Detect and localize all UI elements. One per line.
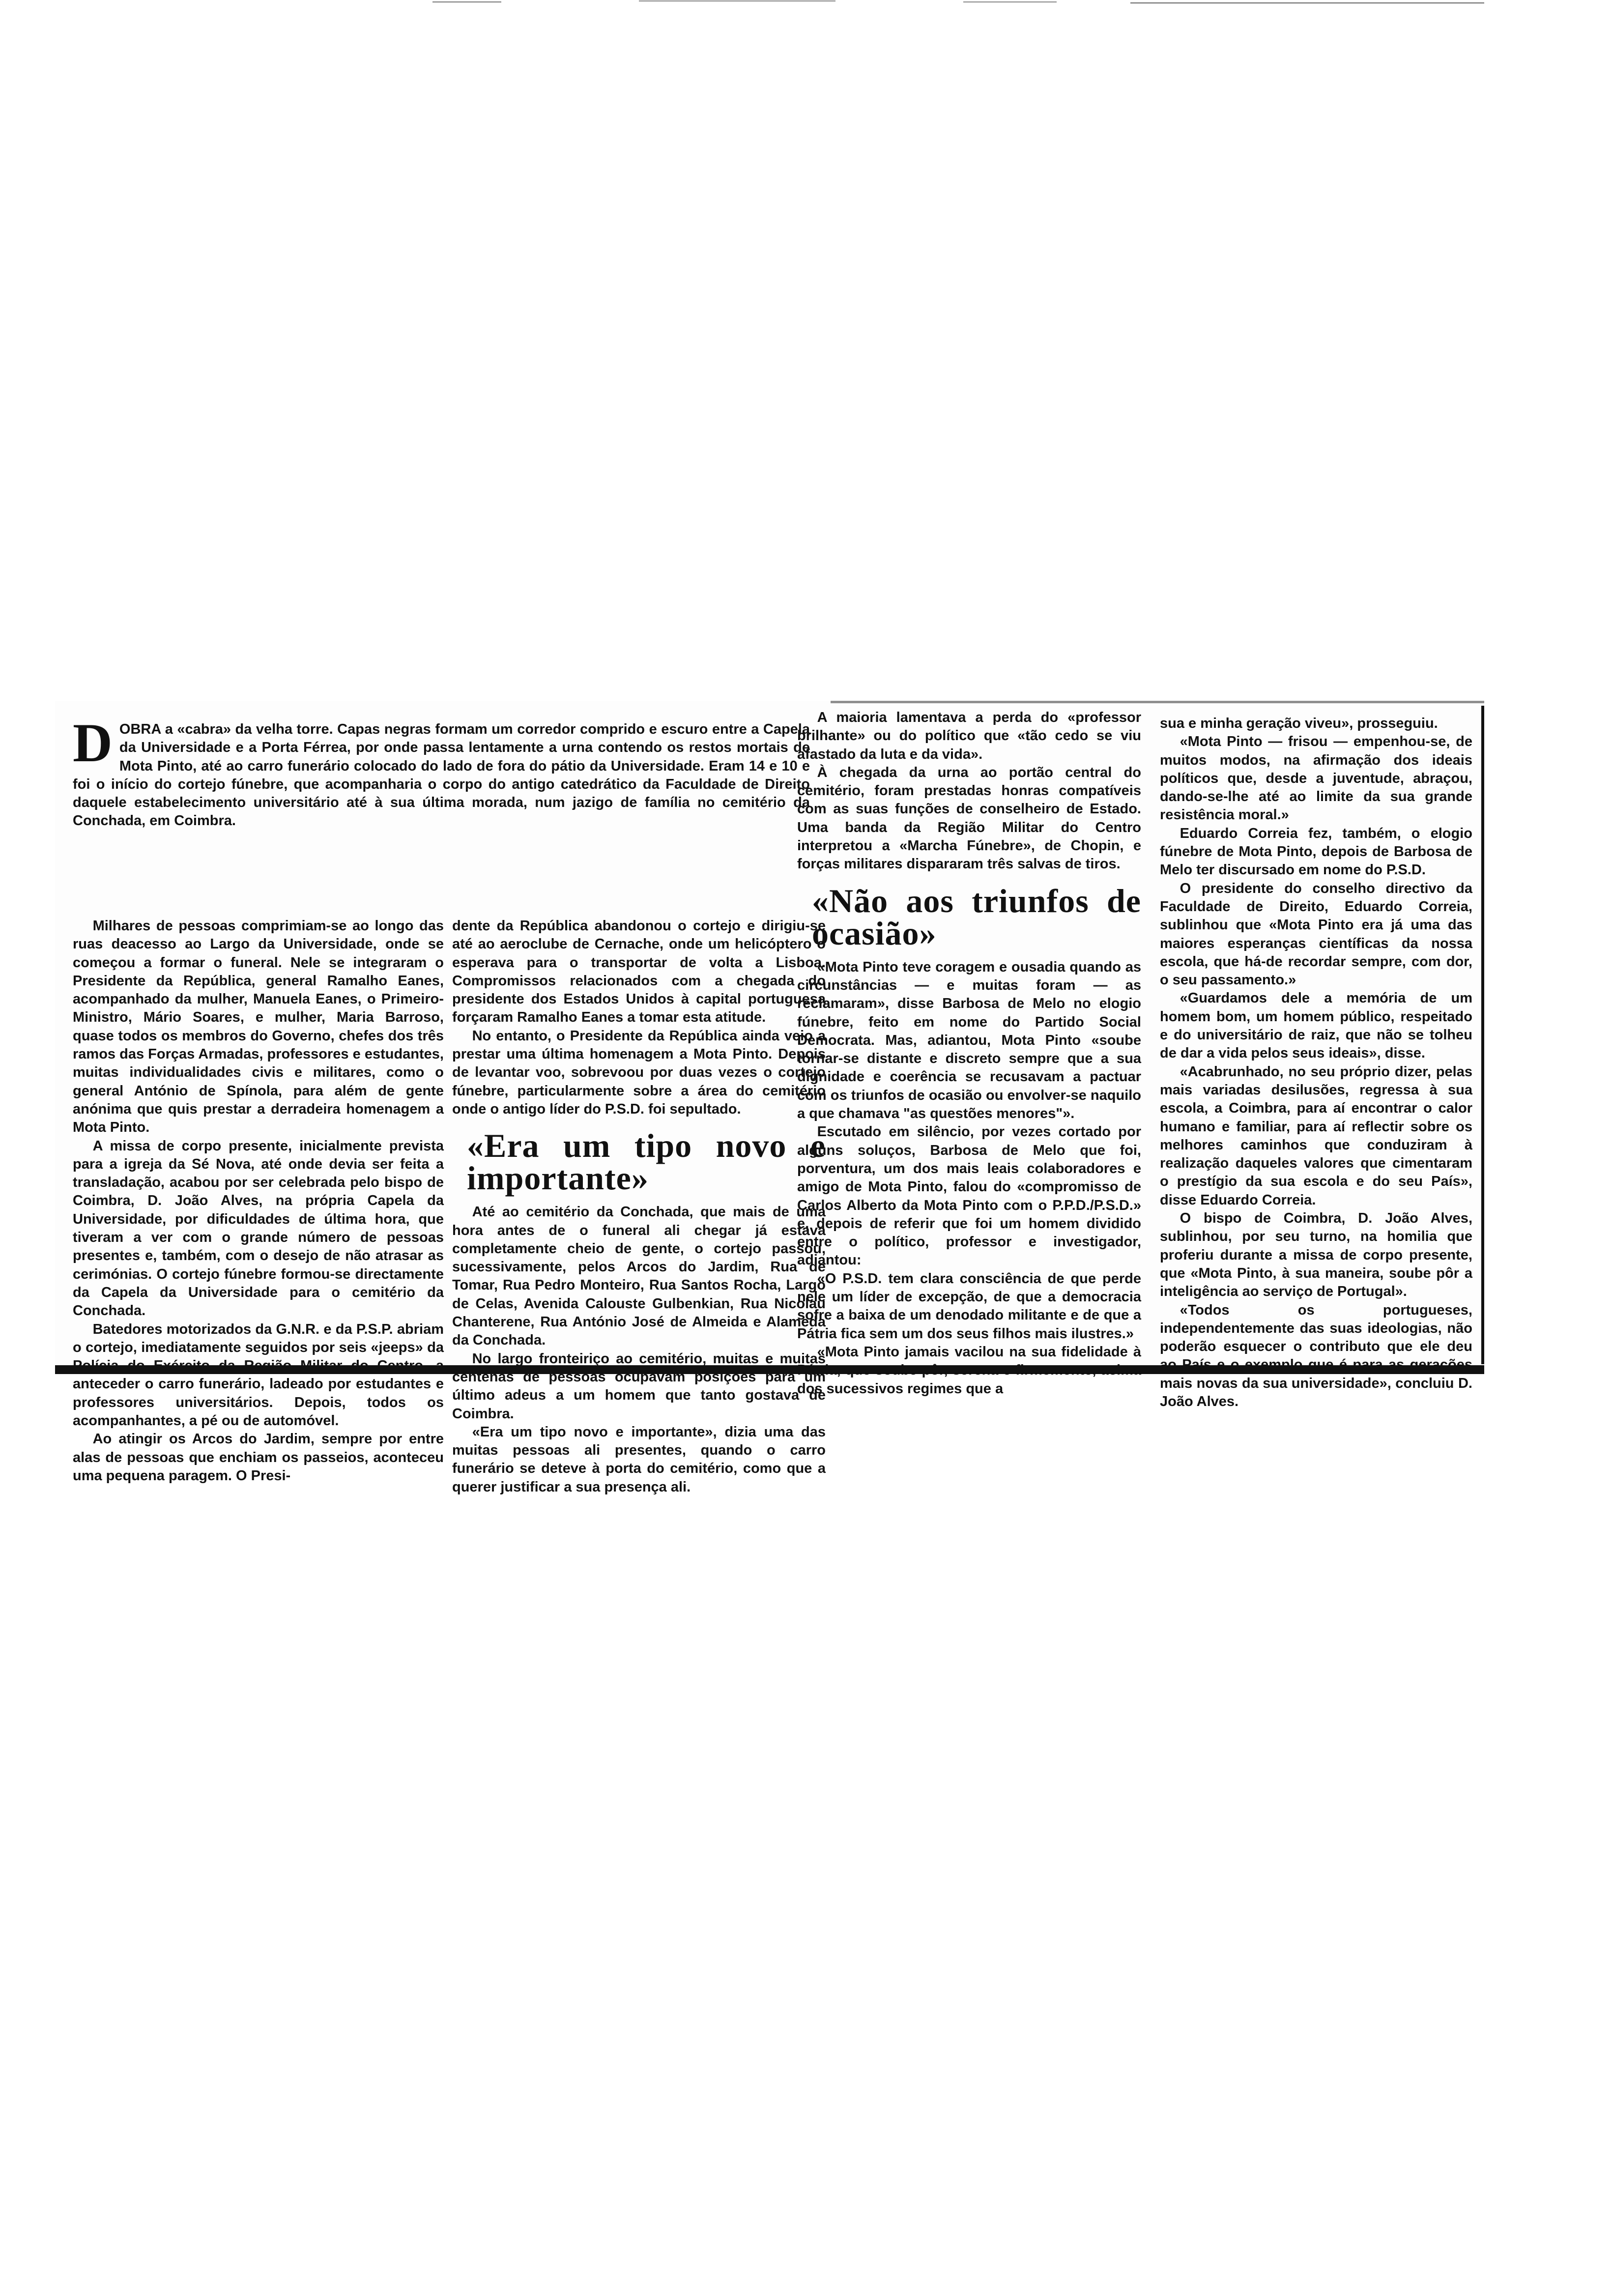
scan-top-marks: [0, 0, 1612, 20]
paragraph: «O P.S.D. tem clara consciência de que perde nele um líder de excepção, de que a democracia sofre a baixa de um denodado militante e de que a Pátria fica sem um dos seus filhos mais ilustres.»: [797, 1270, 1141, 1342]
paragraph: dente da República abandonou o cortejo e dirigiu-se até ao aeroclube de Cernache, onde um helicóptero o esperava para o transportar de volta a Lisboa. Compromissos relacionados com a chegada do presidente dos Estados Unidos à capital portuguesa forçaram Ramalho Eanes a tomar esta atitude.: [452, 918, 826, 1026]
paragraph: «Mota Pinto teve coragem e ousadia quando as circunstâncias — e muitas foram — as reclamaram», disse Barbosa de Melo no elogio fúnebre, feito em nome do Partido Social Democrata. Mas, adiantou, Mota Pinto «soube tornar-se distante e discreto sempre que a sua dignidade e coerência se recusavam a pactuar com os triunfos de ocasião ou envolver-se naquilo a que chamava "as questões menores"».: [797, 959, 1141, 1122]
paragraph: A missa de corpo presente, inicialmente prevista para a igreja da Sé Nova, até onde devia ser feita a transladação, acabou por ser celebrada pelo bispo de Coimbra, D. João Alves, na própria Capela da Universidade, por dificuldades de última hora, que tiveram a ver com o grande número de pessoas presentes e, também, com o desejo de não atrasar as cerimónias. O cortejo fúnebre formou-se directamente da Capela da Universidade para o cemitério da Conchada.: [73, 1138, 444, 1319]
paragraph: No entanto, o Presidente da República ainda veio a prestar uma última homenagem a Mota Pinto. Depois de levantar voo, sobrevoou por duas vezes o cortejo fúnebre, particularmente sobre a área do cemitério onde o antigo líder do P.S.D. foi sepultado.: [452, 1028, 826, 1117]
subheading-nao-aos-triunfos: «Não aos triunfos de ocasião»: [812, 882, 1141, 952]
paragraph: O bispo de Coimbra, D. João Alves, sublinhou, por seu turno, na homilia que proferiu durante a missa de corpo presente, que «Mota Pinto, à sua maneira, soube pôr a inteligência ao serviço de Portugal».: [1160, 1210, 1472, 1300]
paragraph: «Mota Pinto — frisou — empenhou-se, de muitos modos, na afirmação dos ideais políticos que, desde a juventude, abraçou, dando-se-lhe até ao limite da sua grande resistência moral.»: [1160, 734, 1472, 823]
paragraph: Milhares de pessoas comprimiam-se ao longo das ruas deacesso ao Largo da Universidade, onde se começou a formar o funeral. Nele se integraram o Presidente da República, general Ramalho Eanes, acompanhado da mulher, Manuela Eanes, o Primeiro-Ministro, Mário Soares, e mulher, Maria Barroso, quase todos os membros do Governo, chefes dos três ramos das Forças Armadas, professores e estudantes, muitas individualidades civis e militares, como o general António de Spínola, para além de gente anónima que quis prestar a derradeira homenagem a Mota Pinto.: [73, 918, 444, 1136]
column-1: [73, 917, 444, 1485]
paragraph: Batedores motorizados da G.N.R. e da P.S.P. abriam o cortejo, imediatamente seguidos por seis «jeeps» da Polícia do Exército da Região Militar do Centro, a anteceder o carro funerário, ladeado por estudantes e professores universitários. Depois, todos os acompanhantes, a pé ou de automóvel.: [73, 1321, 444, 1429]
subheading-era-um-tipo-novo: «Era um tipo novo e importante»: [467, 1127, 826, 1197]
paragraph: No largo fronteiriço ao cemitério, muitas e muitas centenas de pessoas ocupavam posições para um último adeus a um homem que tanto gostava de Coimbra.: [452, 1350, 826, 1422]
column-4: [1160, 715, 1472, 1411]
drop-cap: D: [73, 713, 113, 774]
paragraph: A maioria lamentava a perda do «professor brilhante» ou do político que «tão cedo se viu afastado da luta e da vida».: [797, 710, 1141, 762]
paragraph: «Guardamos dele a memória de um homem bom, um homem público, respeitado e do universitário de raiz, que não se tolheu de dar a vida pelos seus ideais», disse.: [1160, 990, 1472, 1062]
paragraph: «Todos os portugueses, independentemente das suas ideologias, não poderão esquecer o contributo que ele deu ao País e o exemplo que é para as gerações mais novas da sua universidade», concluiu D. João Alves.: [1160, 1302, 1472, 1409]
newspaper-clipping: [55, 701, 1484, 1495]
clipping-top-edge: [831, 701, 1484, 703]
paragraph: Ao atingir os Arcos do Jardim, sempre por entre alas de pessoas que enchiam os passeios, aconteceu uma pequena paragem. O Presi-: [73, 1431, 444, 1484]
paragraph: O presidente do conselho directivo da Faculdade de Direito, Eduardo Correia, sublinhou que «Mota Pinto era já uma das maiores esperanças científicas da nossa escola, que há-de recordar sempre, com dor, o seu passamento.»: [1160, 880, 1472, 988]
lead-text: OBRA a «cabra» da velha torre. Capas negras formam um corredor comprido e escuro entre a Capela da Universidade e a Porta Férrea, por onde passa lentamente a urna contendo os restos mortais de Mota Pinto, até ao carro funerário colocado do lado de fora do pátio da Universidade. Eram 14 e 10 e foi o início do cortejo fúnebre, que acompanharia o corpo do antigo catedrático da Faculdade de Direito daquele estabelecimento universitário até à sua última morada, num jazigo de família no cemitério da Conchada, em Coimbra.: [73, 721, 810, 829]
paragraph: «Mota Pinto jamais vacilou na sua fidelidade à Pátria, que soube pôr, serena e firmemente, acima dos sucessivos regimes que a: [797, 1344, 1141, 1397]
clipping-right-edge: [1481, 706, 1484, 1364]
paragraph: Eduardo Correia fez, também, o elogio fúnebre de Mota Pinto, depois de Barbosa de Melo ter discursado em nome do P.S.D.: [1160, 825, 1472, 878]
column-3: [797, 709, 1141, 1398]
paragraph: «Acabrunhado, no seu próprio dizer, pelas mais variadas desilusões, regressa à sua escola, a Coimbra, para aí encontrar o calor humano e familiar, para aí reflectir sobre os melhores caminhos que conduziram à realização daqueles valores que cimentaram o prestígio da sua escola e do seu País», disse Eduardo Correia.: [1160, 1063, 1472, 1208]
paragraph: À chegada da urna ao portão central do cemitério, foram prestadas honras compatíveis com as suas funções de conselheiro de Estado. Uma banda da Região Militar do Centro interpretou a «Marcha Fúnebre», de Chopin, e forças militares dispararam três salvas de tiros.: [797, 764, 1141, 872]
lead-paragraph: [73, 713, 810, 831]
column-2: [452, 917, 826, 1496]
paragraph: sua e minha geração viveu», prosseguiu.: [1160, 716, 1438, 731]
paragraph: Até ao cemitério da Conchada, que mais de uma hora antes de o funeral ali chegar já estava completamente cheio de gente, o cortejo passou, sucessivamente, pelos Arcos do Jardim, Rua de Tomar, Rua Pedro Monteiro, Rua Santos Rocha, Largo de Celas, Avenida Calouste Gulbenkian, Rua Nicolau Chanterene, Rua António José de Almeida e Alameda da Conchada.: [452, 1204, 826, 1349]
paragraph: Escutado em silêncio, por vezes cortado por alguns soluços, Barbosa de Melo que foi, porventura, um dos mais leais colaboradores e amigo de Mota Pinto, falou do «compromisso de Carlos Alberto da Mota Pinto com o P.P.D./P.S.D.» e, depois de referir que foi um homem dividido entre o político, professor e investigador, adiantou:: [797, 1124, 1141, 1268]
paragraph: «Era um tipo novo e importante», dizia uma das muitas pessoas ali presentes, quando o carro funerário se deteve à porta do cemitério, como que a querer justificar a sua presença ali.: [452, 1424, 826, 1495]
